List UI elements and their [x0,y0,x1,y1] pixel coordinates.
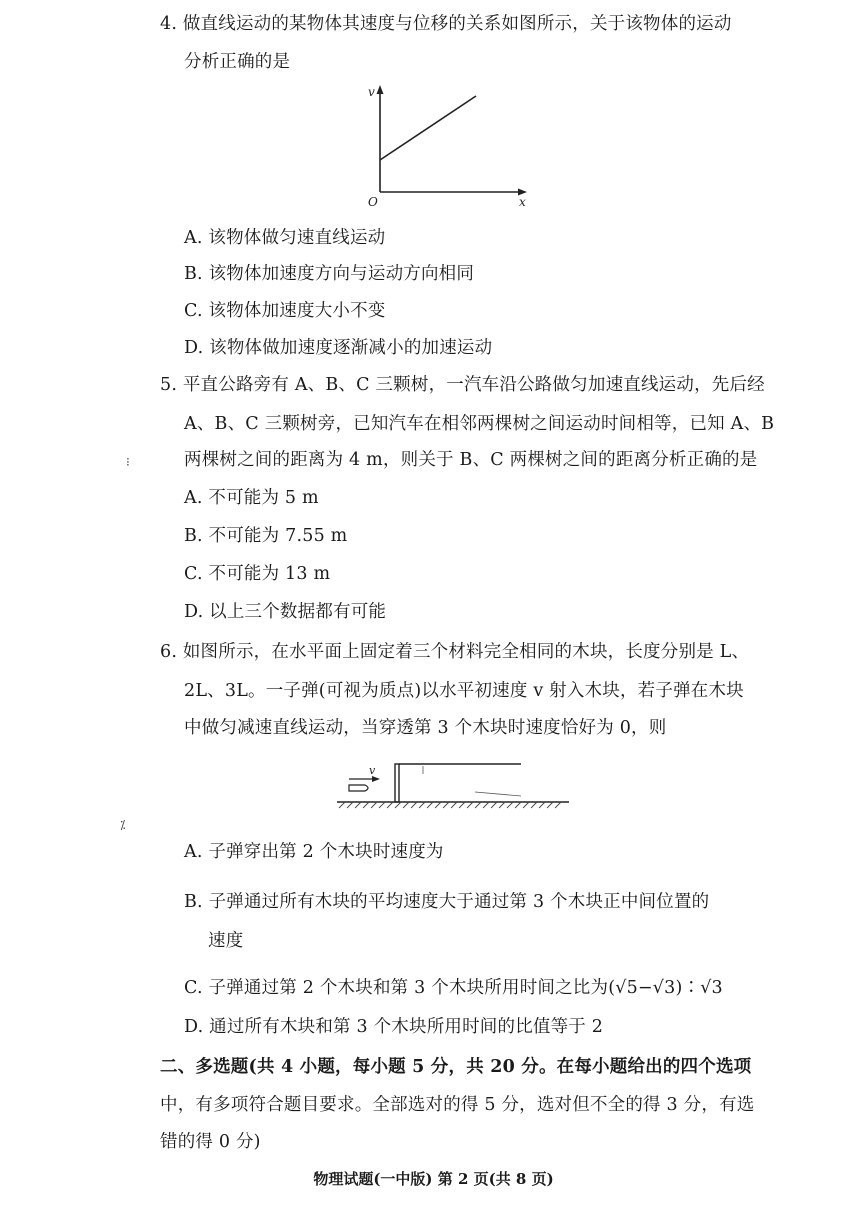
q4-stem-line2: 分析正确的是 [184,52,291,72]
q6-option-a: A. 子弹穿出第 2 个木块时速度为 [184,842,444,862]
q6-option-b-line2: 速度 [208,931,244,951]
graph-origin-label: O [368,195,378,209]
q6-option-d: D. 通过所有木块和第 3 个木块所用时间的比值等于 2 [184,1017,604,1037]
figure-v-label: v [369,764,376,777]
q5-stem-line3: 两棵树之间的距离为 4 m，则关于 B、C 两棵树之间的距离分析正确的是 [184,450,758,470]
q5-option-d: D. 以上三个数据都有可能 [184,602,387,622]
q4-stem-line1: 4. 做直线运动的某物体其速度与位移的关系如图所示，关于该物体的运动 [160,14,732,34]
section2-heading-line3: 错的得 0 分) [160,1132,261,1152]
q4-option-a: A. 该物体做匀速直线运动 [184,228,386,248]
q4-option-d: D. 该物体做加速度逐渐减小的加速运动 [184,338,493,358]
margin-mark-2: ⁒ [120,818,126,832]
q4-option-b: B. 该物体加速度方向与运动方向相同 [184,264,475,284]
q5-option-a: A. 不可能为 5 m [184,488,319,508]
section2-heading-line2: 中，有多项符合题目要求。全部选对的得 5 分，选对但不全的得 3 分，有选 [160,1095,755,1115]
section2-heading-line1: 二、多选题(共 4 小题，每小题 5 分，共 20 分。在每小题给出的四个选项 [160,1057,752,1077]
q6-stem-line2: 2L、3L。一子弹(可视为质点)以水平初速度 v 射入木块，若子弹在木块 [184,681,744,701]
q6-stem-line3: 中做匀减速直线运动，当穿透第 3 个木块时速度恰好为 0，则 [184,718,667,738]
q5-stem-line1: 5. 平直公路旁有 A、B、C 三颗树，一汽车沿公路做匀加速直线运动，先后经 [160,375,765,395]
q5-stem-line2: A、B、C 三颗树旁，已知汽车在相邻两棵树之间运动时间相等，已知 A、B [184,414,775,434]
q6-option-b-line1: B. 子弹通过所有木块的平均速度大于通过第 3 个木块正中间位置的 [184,892,710,912]
q6-option-c: C. 子弹通过第 2 个木块和第 3 个木块所用时间之比为(√5−√3)∶√3 [184,978,723,998]
graph-x-label: x [519,195,526,209]
q5-option-b: B. 不可能为 7.55 m [184,526,348,546]
q6-stem-line1: 6. 如图所示，在水平面上固定着三个材料完全相同的木块，长度分别是 L、 [160,642,750,662]
q6-wooden-blocks-figure [335,752,575,814]
page-footer: 物理试题(一中版) 第 2 页(共 8 页) [313,1170,554,1188]
q5-option-c: C. 不可能为 13 m [184,564,331,584]
graph-y-label: v [368,85,375,99]
margin-mark: ⁝ [126,455,130,469]
q4-option-c: C. 该物体加速度大小不变 [184,301,386,321]
q4-velocity-displacement-graph [360,82,540,210]
